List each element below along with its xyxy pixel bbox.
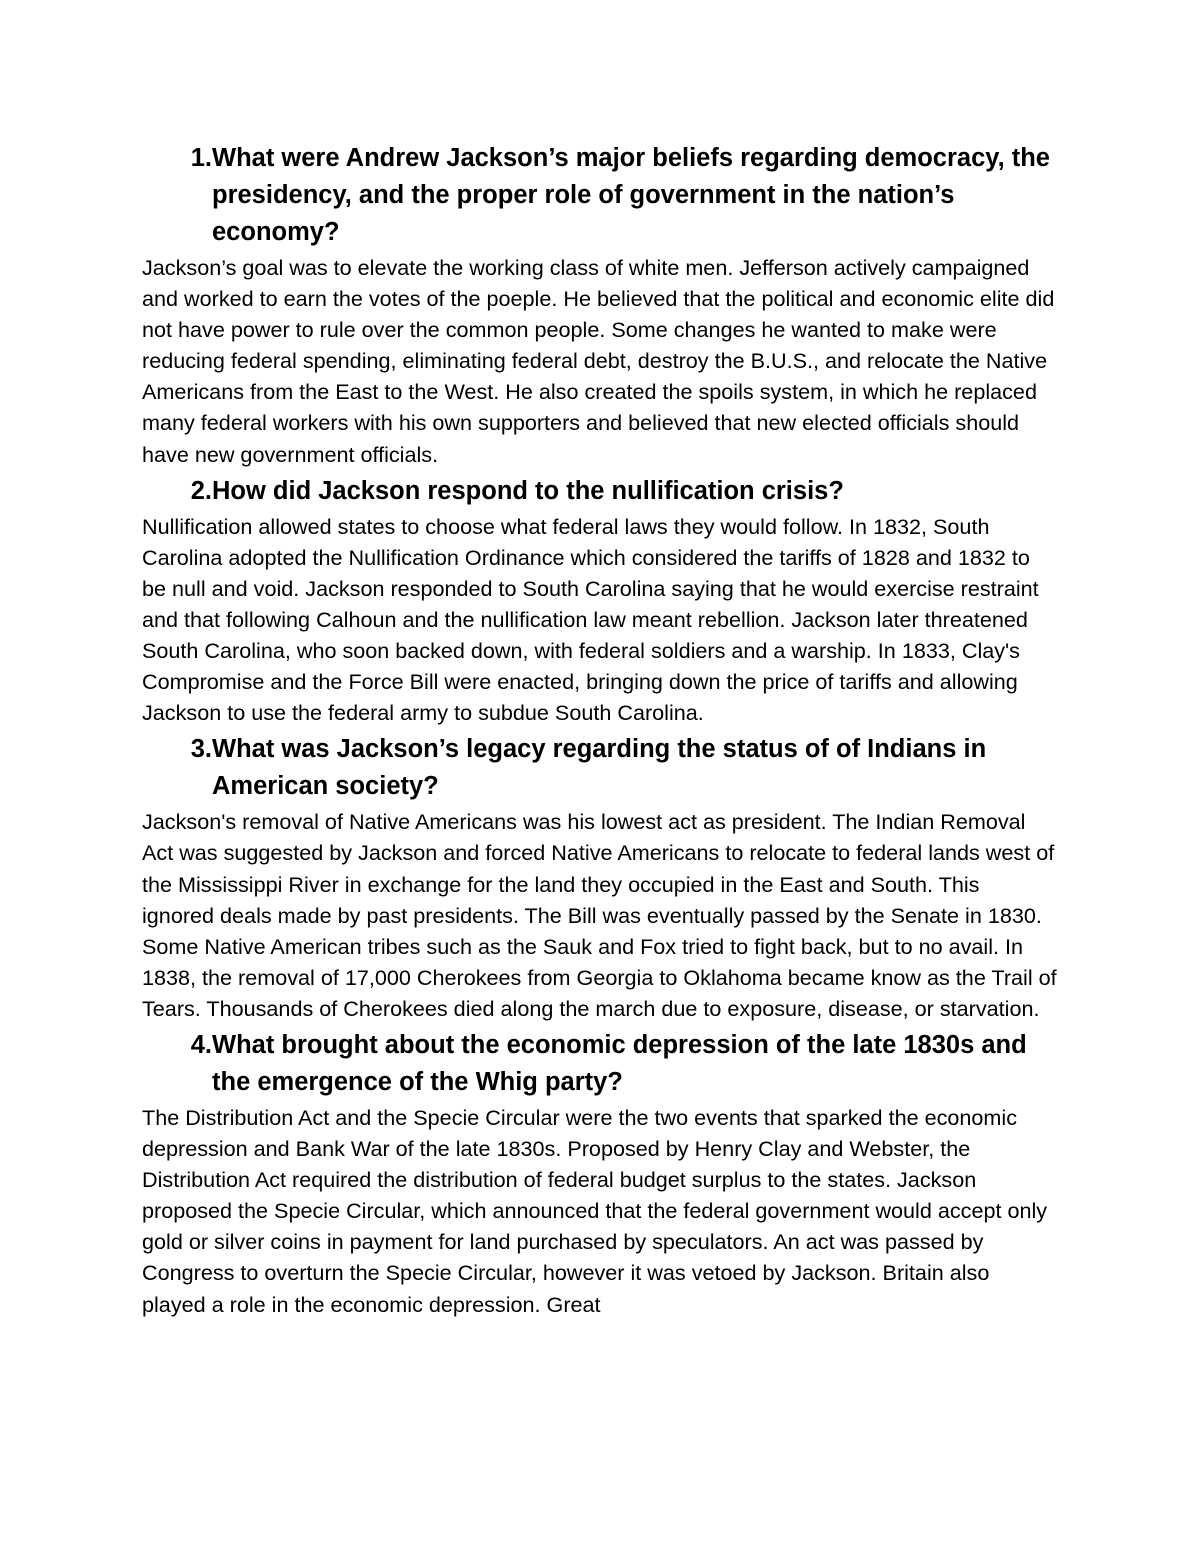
question-text: What were Andrew Jackson’s major beliefs regarding democracy, the presidency, and the proper role of government in the nation’s economy?: [212, 144, 1050, 246]
section-3: [142, 731, 1062, 1024]
section-4: [142, 1027, 1062, 1320]
question-heading: [142, 731, 1062, 805]
question-heading: [142, 1027, 1062, 1101]
question-number: 2.: [190, 476, 212, 505]
answer-paragraph: Jackson's removal of Native Americans was his lowest act as president. The Indian Removal Act was suggested by Jackson and forced Native Americans to relocate to federal lands west of the Mississippi River in exchange for the land they occupied in the East and South. This ignored deals made by past presidents. The Bill was eventually passed by the Senate in 1830. Some Native American tribes such as the Sauk and Fox tried to fight back, but to no avail. In 1838, the removal of 17,000 Cherokees from Georgia to Oklahoma became know as the Trail of Tears. Thousands of Cherokees died along the march due to exposure, disease, or starvation.: [142, 809, 1057, 1021]
question-number: 1.: [190, 144, 212, 172]
question-text: What brought about the economic depression of the late 1830s and the emergence of the Whig party?: [212, 1030, 1027, 1096]
question-heading: [142, 140, 1062, 251]
question-text: What was Jackson’s legacy regarding the status of of Indians in American society?: [212, 735, 987, 801]
question-text: How did Jackson respond to the nullification crisis?: [212, 476, 844, 505]
answer-paragraph: Nullification allowed states to choose what federal laws they would follow. In 1832, South Carolina adopted the Nullification Ordinance which considered the tariffs of 1828 and 1832 to be null and void. Jackson responded to South Carolina saying that he would exercise restraint and that following Calhoun and the nullification law meant rebellion. Jackson later threatened South Carolina, who soon backed down, with federal soldiers and a warship. In 1833, Clay's Compromise and the Force Bill were enacted, bringing down the price of tariffs and allowing Jackson to use the federal army to subdue South Carolina.: [142, 513, 1039, 726]
question-number: 4.: [190, 1030, 212, 1059]
answer-paragraph: The Distribution Act and the Specie Circular were the two events that sparked the economic depression and Bank War of the late 1830s. Proposed by Henry Clay and Webster, the Distribution Act required the distribution of federal budget surplus to the states. Jackson proposed the Specie Circular, which announced that the federal government would accept only gold or silver coins in payment for land purchased by speculators. An act was passed by Congress to overturn the Specie Circular, however it was vetoed by Jackson. Britain also played a role in the economic depression. Great: [142, 1104, 1048, 1317]
question-number: 3.: [190, 735, 212, 764]
question-heading: [142, 473, 1062, 510]
section-2: [142, 473, 1062, 729]
document-page: [142, 140, 1062, 1323]
answer-paragraph: Jackson’s goal was to elevate the working class of white men. Jefferson actively campaigned and worked to earn the votes of the poeple. He believed that the political and economic elite did not have power to rule over the common people. Some changes he wanted to make were reducing federal spending, eliminating federal debt, destroy the B.U.S., and relocate the Native Americans from the East to the West. He also created the spoils system, in which he replaced many federal workers with his own supporters and believed that new elected officials should have new government officials.: [142, 255, 1055, 467]
section-1: [142, 140, 1062, 470]
